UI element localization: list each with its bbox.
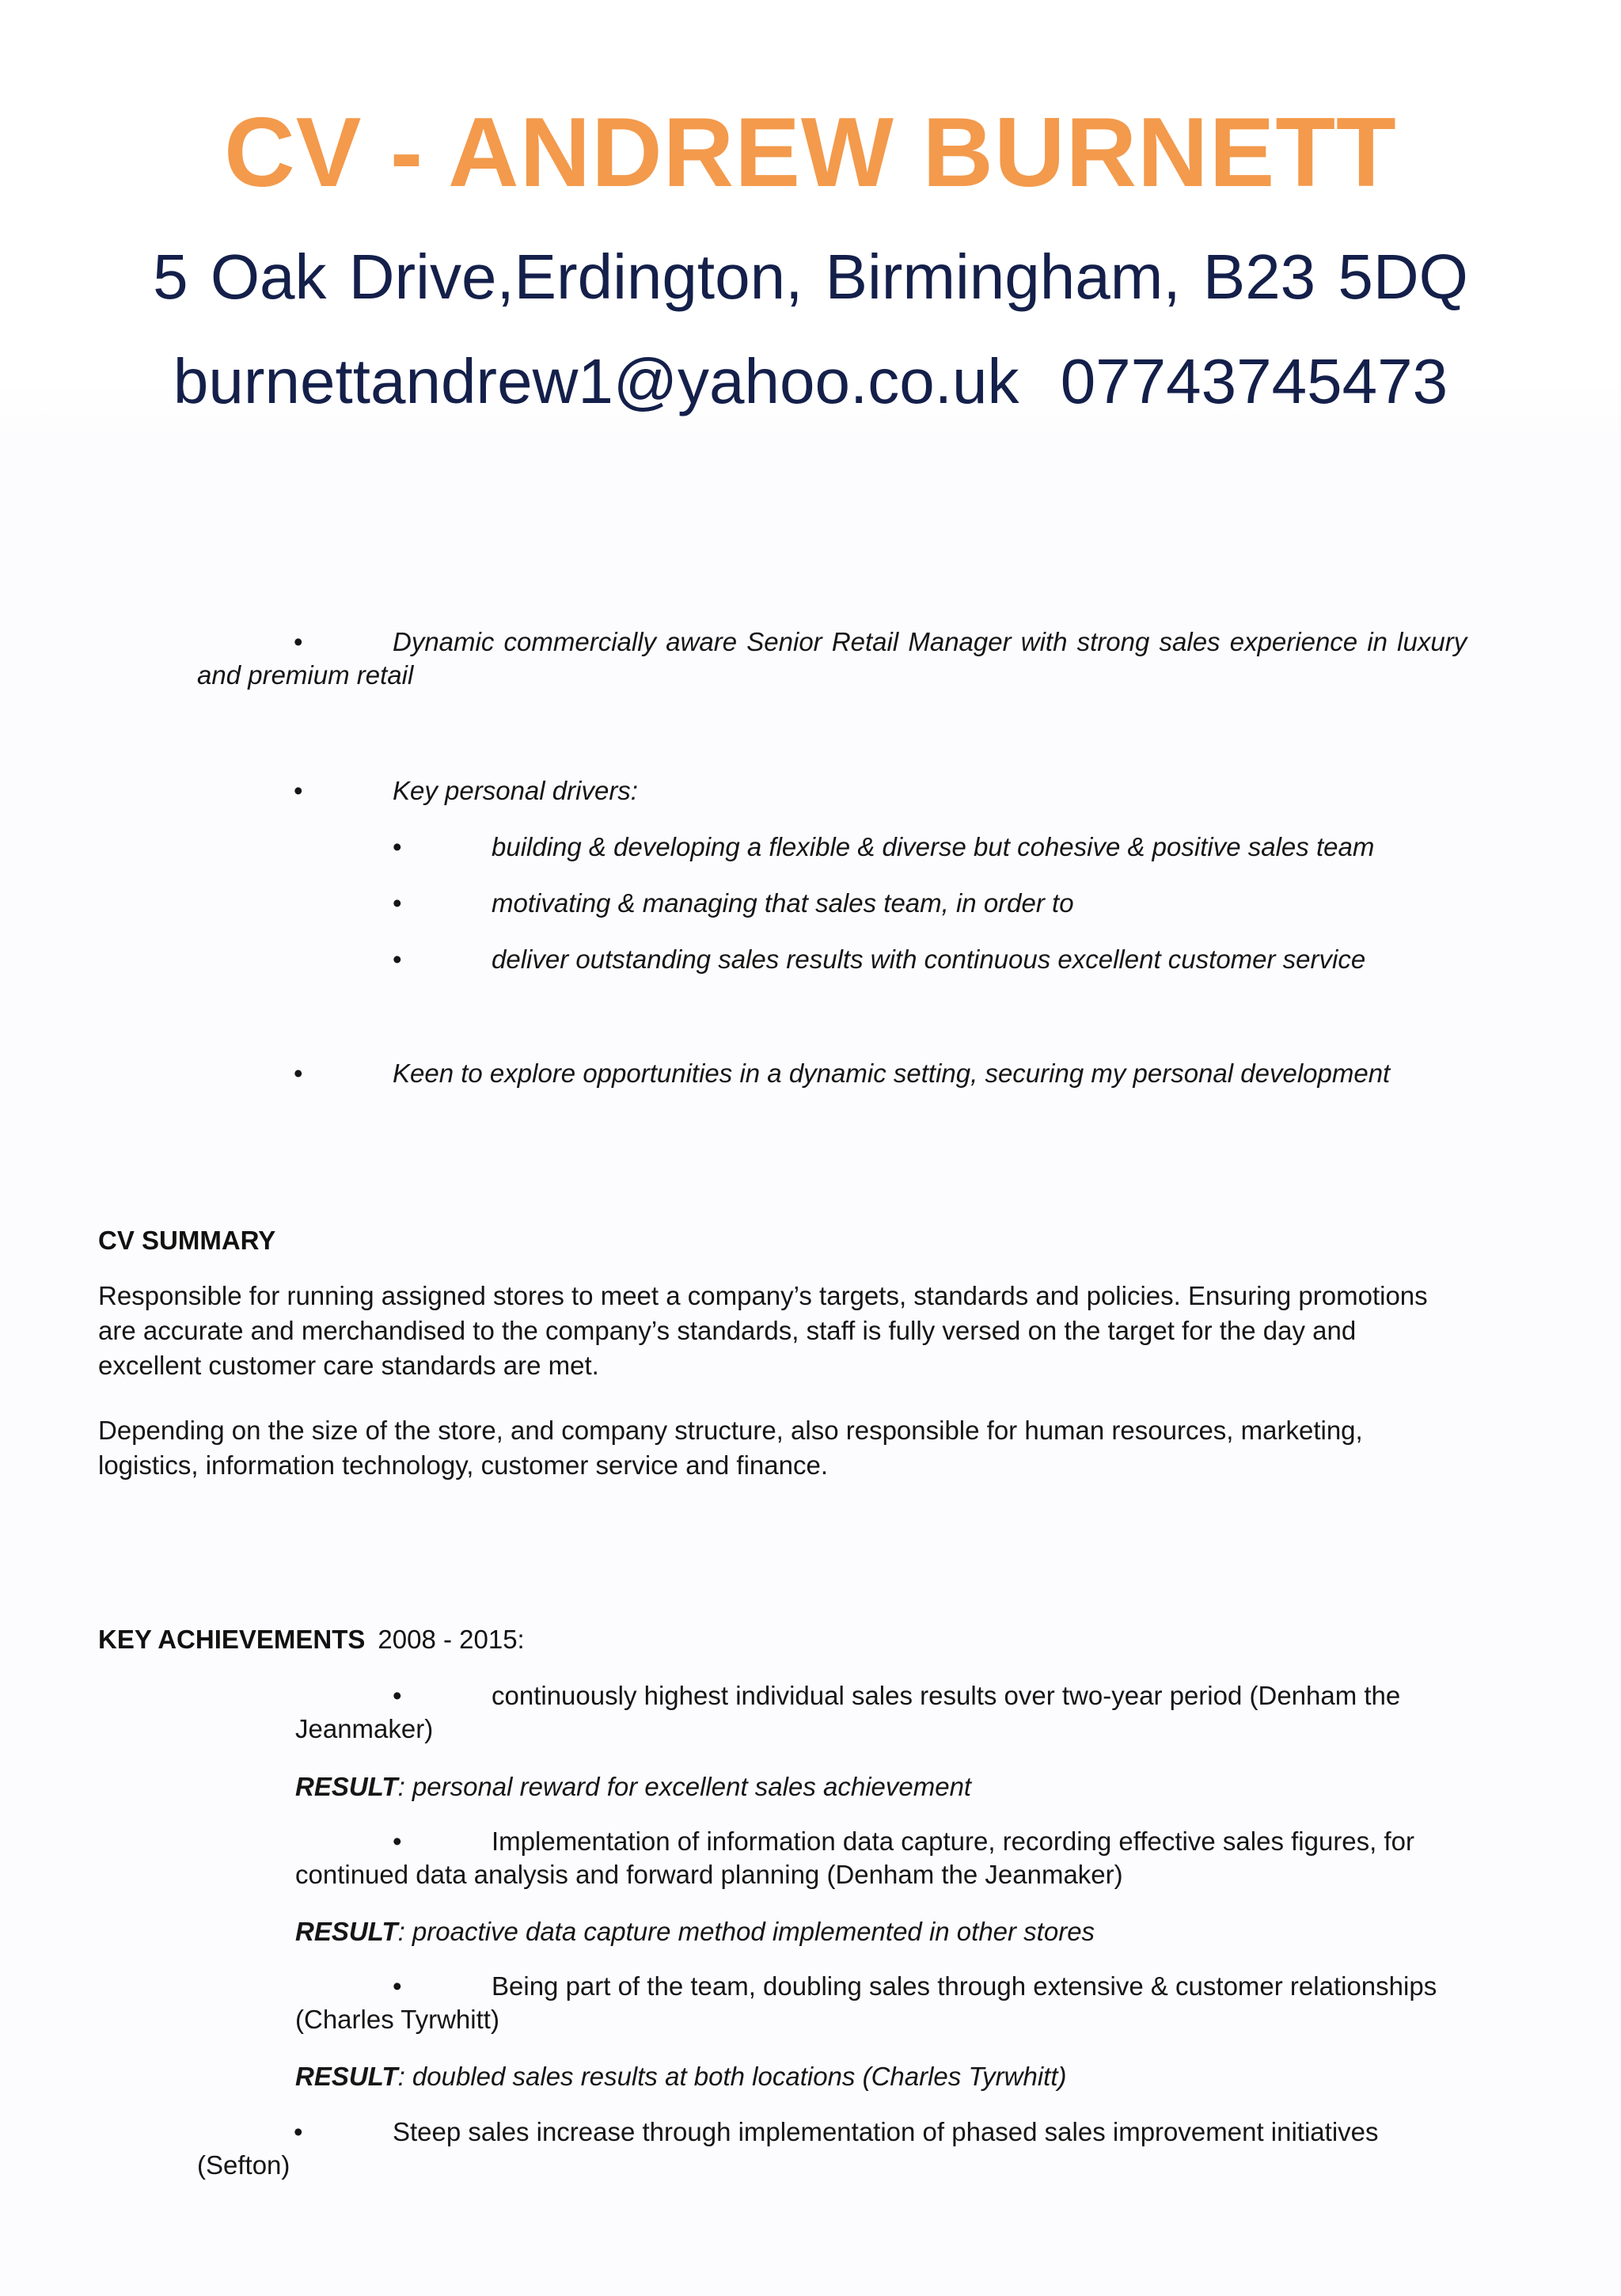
achievement-bullet: • [393,1827,402,1856]
achievements-period: 2008 - 2015: [378,1625,525,1654]
summary-paragraph [98,1279,1491,1383]
achievement-bullet: • [393,1971,402,2001]
achievements-heading [98,1622,525,1656]
achievement-result [295,2059,1067,2093]
result-text: : doubled sales results at both locations (Charles Tyrwhitt) [397,2062,1067,2091]
achievement-line-continued: (Charles Tyrwhitt) [295,2005,499,2034]
achievement-line: continuously highest individual sales results over two-year period (Denham the [492,1681,1401,1710]
result-text: : personal reward for excellent sales achievement [397,1772,972,1801]
summary-line: Depending on the size of the store, and company structure, also responsible for human resources, marketing, [98,1416,1363,1445]
result-label: RESULT [295,1772,398,1801]
intro-line: Dynamic commercially aware Senior Retail Manager with strong sales experience in luxury [393,627,1467,656]
achievement-result [295,1914,1095,1948]
achievement-line-continued: continued data analysis and forward planning (Denham the Jeanmaker) [295,1860,1123,1889]
achievements-title: KEY ACHIEVEMENTS [98,1625,366,1654]
summary-line: logistics, information technology, customer service and finance. [98,1450,829,1480]
driver-item: deliver outstanding sales results with continuous excellent customer service [492,945,1366,974]
result-text: : proactive data capture method implemented in other stores [397,1917,1095,1946]
achievement-result [295,1770,971,1804]
driver-item: building & developing a flexible & diverse but cohesive & positive sales team [492,832,1375,861]
contact-line [0,342,1621,421]
sub-bullet-marker: • [393,888,402,918]
intro-line-continued: and premium retail [197,660,414,690]
bullet-marker: • [294,1059,303,1088]
sub-bullet-marker: • [393,832,402,861]
address-line: 5 Oak Drive,Erdington, Birmingham, B23 5DQ [153,241,1468,312]
result-label: RESULT [295,1917,398,1946]
achievement-line-continued: Jeanmaker) [295,1714,434,1743]
summary-line: Responsible for running assigned stores to meet a company’s targets, standards and policies. Ensuring promotions [98,1281,1428,1310]
phone-number: 07743745473 [1060,346,1448,416]
achievement-line: Implementation of information data capture, recording effective sales figures, for [492,1827,1415,1856]
achievement-line: Being part of the team, doubling sales through extensive & customer relationships [492,1971,1437,2001]
sub-bullet-marker: • [393,945,402,974]
drivers-heading: Key personal drivers: [393,776,638,805]
email-address[interactable]: burnettandrew1@yahoo.co.uk [173,346,1019,416]
achievement-line-continued: (Sefton) [197,2150,290,2180]
summary-heading: CV SUMMARY [98,1226,276,1255]
achievement-bullet: • [393,1681,402,1710]
cv-title: CV - ANDREW BURNETT [224,98,1397,207]
driver-item: motivating & managing that sales team, in order to [492,888,1074,918]
result-label: RESULT [295,2062,398,2091]
keen-statement: Keen to explore opportunities in a dynamic setting, securing my personal development [393,1059,1391,1088]
bullet-marker: • [294,627,303,656]
summary-line: excellent customer care standards are met. [98,1351,599,1380]
summary-line: are accurate and merchandised to the company’s standards, staff is fully versed on the target for the day and [98,1316,1357,1345]
achievement-line: Steep sales increase through implementation of phased sales improvement initiatives [393,2117,1379,2146]
achievement-bullet: • [294,2117,303,2146]
summary-paragraph [98,1413,1491,1483]
bullet-marker: • [294,776,303,805]
